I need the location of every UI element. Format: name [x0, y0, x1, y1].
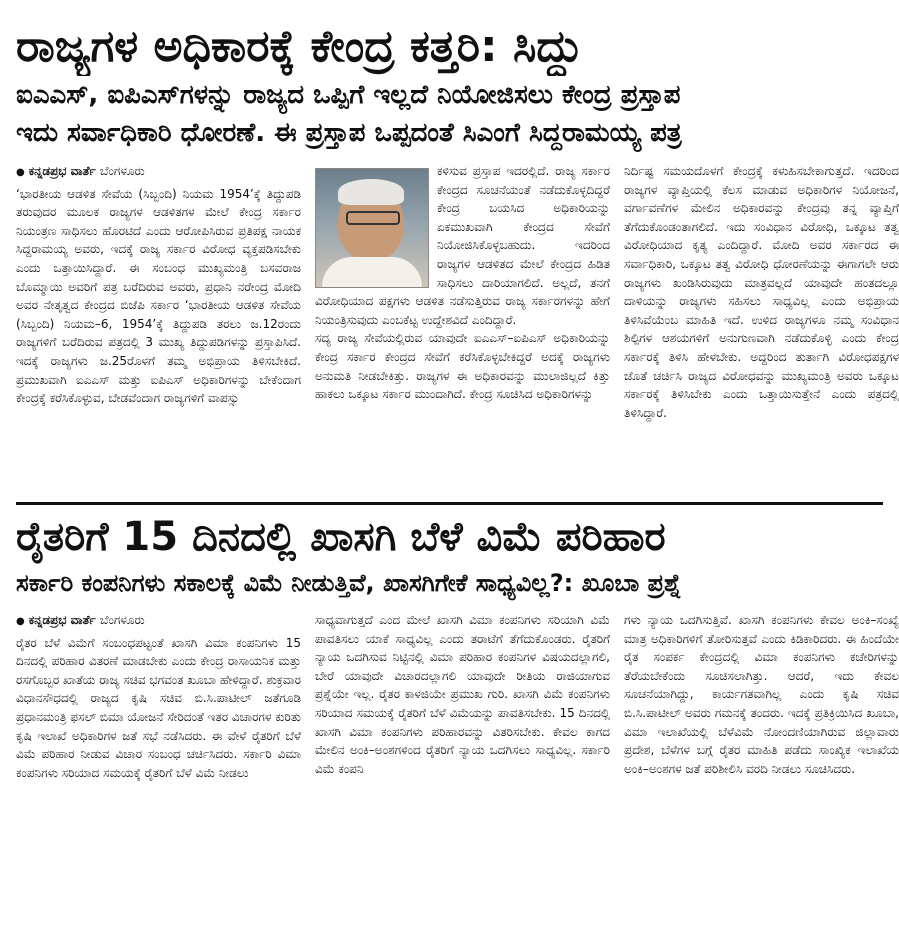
section-divider — [16, 502, 883, 505]
story2-column-1 — [16, 611, 301, 861]
story2-body-col1: ರೈತರ ಬೆಳೆ ವಿಮೆಗೆ ಸಂಬಂಧಪಟ್ಟಂತೆ ಖಾಸಗಿ ವಿಮಾ ಕಂಪನಿಗಳು 15 ದಿನದಲ್ಲಿ ಪರಿಹಾರ ವಿತರಣೆ ಮಾಡಬೇಕು ಎಂದು ಕೇಂದ್ರ ರಾಸಾಯನಿಕ ಮತ್ತು ರಸಗೊಬ್ಬರ ಖಾತೆಯ ರಾಜ್ಯ ಸಚಿವ ಭಗವಂತ ಖೂಬಾ ಹೇಳಿದ್ದಾರೆ. ಶುಕ್ರವಾರ ವಿಧಾನಸೌಧದಲ್ಲಿ ರಾಜ್ಯದ ಕೃಷಿ ಸಚಿವ ಬಿ.ಸಿ.ಪಾಟೀಲ್ ಜತೆಗೂಡಿ ಪ್ರಧಾನಮಂತ್ರಿ ಫಸಲ್ ಬಿಮಾ ಯೋಜನೆ ಸೇರಿದಂತೆ ಇತರ ವಿಚಾರಗಳ ಕುರಿತು ಕೃಷಿ ಇಲಾಖೆ ಅಧಿಕಾರಿಗಳ ಜತೆ ಸಭೆ ನಡೆಸಿದರು. ಈ ವೇಳೆ ರೈತರಿಗೆ ಬೆಳೆ ವಿಮೆ ಪರಿಹಾರ ನೀಡುವ ವಿಚಾರ ಸಂಬಂಧ ಚರ್ಚಿಸಿದರು. ಸರ್ಕಾರಿ ವಿಮಾ ಕಂಪನಿಗಳು ಸರಿಯಾದ ಸಮಯಕ್ಕೆ ರೈತರಿಗೆ ಬೆಳೆ ವಿಮೆ ನೀಡಲು — [16, 635, 301, 780]
story1-column-3 — [624, 162, 899, 492]
story2-column-2 — [315, 611, 610, 861]
story1-byline — [16, 162, 301, 183]
story2-body-col2: ಸಾಧ್ಯವಾಗುತ್ತದೆ ಎಂದ ಮೇಲೆ ಖಾಸಗಿ ವಿಮಾ ಕಂಪನಿಗಳು ಸರಿಯಾಗಿ ವಿಮೆ ಪಾವತಿಸಲು ಯಾಕೆ ಸಾಧ್ಯವಿಲ್ಲ ಎಂದು ತರಾಟೆಗೆ ತೆಗೆದುಕೊಂಡರು. ರೈತರಿಗೆ ನ್ಯಾಯ ಒದಗಿಸುವ ನಿಟ್ಟಿನಲ್ಲಿ ವಿಮಾ ಪರಿಹಾರ ಕಂಪನಿಗಳ ವಿಷಯದಲ್ಲಾಗಲಿ, ಬೇರೆ ಯಾವುದೇ ವಿಚಾರದಲ್ಲಾಗಲಿ ಯಾವುದೇ ರೀತಿಯ ರಾಜಿಯಾಗುವ ಪ್ರಶ್ನೆಯೇ ಇಲ್ಲ. ರೈತರ ಕಾಳಜಿಯೇ ಪ್ರಮುಖ ಗುರಿ. ಖಾಸಗಿ ವಿಮೆ ಕಂಪನಿಗಳು ಸರಿಯಾದ ಸಮಯಕ್ಕೆ ರೈತರಿಗೆ ಬೆಳೆ ವಿಮೆಯನ್ನು ಪಾವತಿಸಬೇಕು. 15 ದಿನದಲ್ಲಿ ಖಾಸಗಿ ವಿಮಾ ಕಂಪನಿಗಳು ಪರಿಹಾರವನ್ನು ವಿತರಿಸಬೇಕು. ಕೇವಲ ಕಾಗದ ಮೇಲಿನ ಅಂಕಿ–ಅಂಶಗಳಿಂದ ರೈತರಿಗೆ ನ್ಯಾಯ ಒದಗಿಸಲು ಸಾಧ್ಯವಿಲ್ಲ. ಸರ್ಕಾರಿ ವಿಮೆ ಕಂಪನಿ — [315, 613, 610, 776]
story1-column-2 — [315, 162, 610, 492]
story1-byline-source: ಕನ್ನಡಪ್ರಭ ವಾರ್ತೆ — [28, 164, 96, 178]
story2-byline-source: ಕನ್ನಡಪ್ರಭ ವಾರ್ತೆ — [28, 613, 96, 627]
story1-body-col1: ‘ಭಾರತೀಯ ಆಡಳಿತ ಸೇವೆಯ (ಸಿಬ್ಬಂದಿ) ನಿಯಮ 1954’ಕ್ಕೆ ತಿದ್ದುಪಡಿ ತರುವುದರ ಮೂಲಕ ರಾಜ್ಯಗಳ ಆಡಳಿತಗಳ ಮೇಲೆ ಕೇಂದ್ರ ಸರ್ಕಾರ ನಿಯಂತ್ರಣ ಸಾಧಿಸಲು ಹೊರಟಿದೆ ಎಂದು ಆರೋಪಿಸಿರುವ ಪ್ರತಿಪಕ್ಷ ನಾಯಕ ಸಿದ್ದರಾಮಯ್ಯ ಅವರು, ಇದಕ್ಕೆ ರಾಜ್ಯ ಸರ್ಕಾರ ವಿರೋಧ ವ್ಯಕ್ತಪಡಿಸಬೇಕು ಎಂದು ಒತ್ತಾಯಿಸಿದ್ದಾರೆ. ಈ ಸಂಬಂಧ ಮುಖ್ಯಮಂತ್ರಿ ಬಸವರಾಜ ಬೊಮ್ಮಾಯಿ ಅವರಿಗೆ ಪತ್ರ ಬರೆದಿರುವ ಅವರು, ಪ್ರಧಾನಿ ನರೇಂದ್ರ ಮೋದಿ ಅವರ ನೇತೃತ್ವದ ಕೇಂದ್ರದ ಬಿಜೆಪಿ ಸರ್ಕಾರ ‘ಭಾರತೀಯ ಆಡಳಿತ ಸೇವೆಯ (ಸಿಬ್ಬಂದಿ) ನಿಯಮ–6, 1954’ಕ್ಕೆ ತಿದ್ದುಪಡಿ ತರಲು ಜ.12ರಂದು ರಾಜ್ಯಗಳಿಗೆ ಬರೆದಿರುವ ಪತ್ರದಲ್ಲಿ 3 ಮುಖ್ಯ ತಿದ್ದುಪಡಿಗಳನ್ನು ಪ್ರಸ್ತಾಪಿಸಿದೆ. ಇದಕ್ಕೆ ರಾಜ್ಯಗಳು ಜ.25ರೊಳಗೆ ತಮ್ಮ ಅಭಿಪ್ರಾಯ ತಿಳಿಸಬೇಕಿದೆ. ಪ್ರಮುಖವಾಗಿ ಐಎಎಸ್ ಮತ್ತು ಐಪಿಎಸ್ ಅಧಿಕಾರಿಗಳನ್ನು ಬೇಕೆಂದಾಗ ಕೇಂದ್ರಕ್ಕೆ ಕರೆಸಿಕೊಳ್ಳುವ, ಬೇಡವೆಂದಾಗ ರಾಜ್ಯಗಳಿಗೆ ವಾಪಸ್ಸು — [16, 186, 301, 406]
story2-byline-place: ಬೆಂಗಳೂರು — [99, 613, 145, 627]
story1-byline-place: ಬೆಂಗಳೂರು — [99, 164, 145, 178]
story1-subhead-1: ಐಎಎಸ್, ಐಪಿಎಸ್‌ಗಳನ್ನು ರಾಜ್ಯದ ಒಪ್ಪಿಗೆ ಇಲ್ಲದೆ ನಿಯೋಜಿಸಲು ಕೇಂದ್ರ ಪ್ರಸ್ತಾಪ — [16, 80, 681, 110]
bullet-icon: ● — [16, 616, 25, 627]
story2-byline — [16, 611, 301, 632]
newspaper-page — [0, 18, 899, 925]
story1-columns — [16, 162, 899, 492]
story1-body-col2b: ಸದ್ಯ ರಾಜ್ಯ ಸೇವೆಯಲ್ಲಿರುವ ಯಾವುದೇ ಐಎಎಸ್–ಐಪಿಎಸ್ ಅಧಿಕಾರಿಯನ್ನು ಕೇಂದ್ರ ಸರ್ಕಾರ ಕೇಂದ್ರದ ಸೇವೆಗೆ ಕರೆಸಿಕೊಳ್ಳಬೇಕಿದ್ದರೆ ಅದಕ್ಕೆ ರಾಜ್ಯಗಳು ಅನುಮತಿ ನೀಡಬೇಕಿತ್ತು. ರಾಜ್ಯಗಳ ಈ ಅಧಿಕಾರವನ್ನು ಮುಲಾಜಿಲ್ಲದೆ ಕಿತ್ತು ಹಾಕಲು ಒಕ್ಕೂಟ ಸರ್ಕಾರ ಮುಂದಾಗಿದೆ. ಕೇಂದ್ರ ಸೂಚಿಸಿದ ಅಧಿಕಾರಿಗಳನ್ನು — [315, 331, 610, 402]
bullet-icon: ● — [16, 167, 25, 178]
story2-body-col3: ಗಳು ನ್ಯಾಯ ಒದಗಿಸುತ್ತಿವೆ. ಖಾಸಗಿ ಕಂಪನಿಗಳು ಕೇವಲ ಅಂಕಿ–ಸಂಖ್ಯೆ ಮಾತ್ರ ಅಧಿಕಾರಿಗಳಿಗೆ ತೋರಿಸುತ್ತವೆ ಎಂದು ಕಿಡಿಕಾರಿದರು. ಈ ಹಿಂದೆಯೇ ರೈತ ಸಂಪರ್ಕ ಕೇಂದ್ರದಲ್ಲಿ ವಿಮಾ ಕಂಪನಿಗಳು ಕಚೇರಿಗಳನ್ನು ತೆರೆಯಬೇಕೆಂದು ಸೂಚಿಸಲಾಗಿತ್ತು. ಆದರೆ, ಇದು ಕೇವಲ ಸೂಚನೆಯಾಗಿದ್ದು, ಕಾರ್ಯಗತವಾಗಿಲ್ಲ ಎಂದು ಕೃಷಿ ಸಚಿವ ಬಿ.ಸಿ.ಪಾಟೀಲ್ ಅವರು ಗಮನಕ್ಕೆ ತಂದರು. ಇದಕ್ಕೆ ಪ್ರತಿಕ್ರಿಯಿಸಿದ ಖೂಬಾ, ವಿಮಾ ಇಲಾಖೆಯಲ್ಲಿ ಬೆಳೆವಿಮೆ ನೋಂದಣಿಯಾಗಿರುವ ಜಿಲ್ಲಾವಾರು ಪ್ರದೇಶ, ಬೆಳೆಗಳ ಬಗ್ಗೆ ರೈತರ ಮಾಹಿತಿ ಪಡೆದು ಸಾಂಖ್ಯಿಕ ಇಲಾಖೆಯ ಅಂಕಿ–ಅಂಶಗಳ ಜತೆ ಪರಿಶೀಲಿಸಿ ವರದಿ ನೀಡಲು ಸೂಚಿಸಿದರು. — [624, 613, 899, 776]
story1-headline: ರಾಜ್ಯಗಳ ಅಧಿಕಾರಕ್ಕೆ ಕೇಂದ್ರ ಕತ್ತರಿ: ಸಿದ್ದು — [16, 21, 583, 72]
story1-subhead-2: ಇದು ಸರ್ವಾಧಿಕಾರಿ ಧೋರಣೆ. ಈ ಪ್ರಸ್ತಾಪ ಒಪ್ಪದಂತೆ ಸಿಎಂಗೆ ಸಿದ್ದರಾಮಯ್ಯ ಪತ್ರ — [16, 118, 682, 148]
story2-column-3 — [624, 611, 899, 861]
story2-subhead: ಸರ್ಕಾರಿ ಕಂಪನಿಗಳು ಸಕಾಲಕ್ಕೆ ವಿಮೆ ನೀಡುತ್ತಿವೆ, ಖಾಸಗಿಗೇಕೆ ಸಾಧ್ಯವಿಲ್ಲ?: ಖೂಬಾ ಪ್ರಶ್ನೆ — [16, 569, 682, 597]
story2-headline: ರೈತರಿಗೆ 15 ದಿನದಲ್ಲಿ ಖಾಸಗಿ ಬೆಳೆ ವಿಮೆ ಪರಿಹಾರ — [16, 514, 666, 560]
story2-columns — [16, 611, 899, 861]
story1-column-1 — [16, 162, 301, 492]
story1-body-col2a: ಕಳಿಸುವ ಪ್ರಸ್ತಾಪ ಇದರಲ್ಲಿದೆ. ರಾಜ್ಯ ಸರ್ಕಾರ ಕೇಂದ್ರದ ಸೂಚನೆಯಂತೆ ನಡೆದುಕೊಳ್ಳದಿದ್ದರೆ ಕೇಂದ್ರ ಬಯಸಿದ ಅಧಿಕಾರಿಯನ್ನು ಏಕಮುಖವಾಗಿ ಕೇಂದ್ರದ ಸೇವೆಗೆ ನಿಯೋಜಿಸಿಕೊಳ್ಳಬಹುದು. ಇದರಿಂದ ರಾಜ್ಯಗಳ ಆಡಳಿತದ ಮೇಲೆ ಕೇಂದ್ರದ ಹಿಡಿತ ಸಾಧಿಸಲು ದಾರಿಯಾಗಲಿದೆ. ಅಲ್ಲದೆ, ತನಗೆ ವಿರೋಧಿಯಾದ ಪಕ್ಷಗಳು ಆಡಳಿತ ನಡೆಸುತ್ತಿರುವ ರಾಜ್ಯ ಸರ್ಕಾರಗಳನ್ನು ಹೇಗೆ ನಿಯಂತ್ರಿಸುವುದು ಎಂಬಕೆಟ್ಟ ಉದ್ದೇಶವಿದೆ ಎಂದಿದ್ದಾರೆ. — [315, 164, 610, 327]
siddaramaiah-photo — [315, 168, 429, 288]
story1-body-col3: ನಿರ್ದಿಷ್ಟ ಸಮಯದೊಳಗೆ ಕೇಂದ್ರಕ್ಕೆ ಕಳುಹಿಸಬೇಕಾಗುತ್ತದೆ. ಇದರಿಂದ ರಾಜ್ಯಗಳ ವ್ಯಾಪ್ತಿಯಲ್ಲಿ ಕೆಲಸ ಮಾಡುವ ಅಧಿಕಾರಿಗಳ ನಿಯೋಜನೆ, ವರ್ಗಾವಣೆಗಳ ಮೇಲಿನ ಅಧಿಕಾರವನ್ನು ಕೇಂದ್ರವು ತನ್ನ ವ್ಯಾಪ್ತಿಗೆ ತೆಗೆದುಕೊಂಡಂತಾಗಲಿದೆ. ಇದು ಸಂವಿಧಾನ ವಿರೋಧಿ, ಒಕ್ಕೂಟ ತತ್ವ ವಿರೋಧಿಯಾದ ಕೃತ್ಯ ಎಂದಿದ್ದಾರೆ. ಮೋದಿ ಅವರ ಸರ್ಕಾರದ ಈ ಸರ್ವಾಧಿಕಾರಿ, ಒಕ್ಕೂಟ ತತ್ವ ವಿರೋಧಿ ಧೋರಣೆಯನ್ನು ಈಗಾಗಲೇ ಆರು ರಾಜ್ಯಗಳು ಖಂಡಿಸಿರುವುದು ಮಾತ್ರವಲ್ಲದೆ ಯಾವುದೇ ಹಂತದಲ್ಲೂ ದಾಳಿಯನ್ನು ರಾಜ್ಯಗಳು ಸಹಿಸಲು ಸಾಧ್ಯವಿಲ್ಲ ಎಂದು ಅಭಿಪ್ರಾಯ ತಿಳಿಸಿವೆಯೆಂಬ ಮಾಹಿತಿ ಇದೆ. ಉಳಿದ ರಾಜ್ಯಗಳೂ ನಮ್ಮ ಸಂವಿಧಾನ ಶಿಲ್ಪಿಗಳ ಆಶಯಗಳಿಗೆ ಅನುಗುಣವಾಗಿ ನಡೆದುಕೊಳ್ಳಿ ಎಂದು ಕೇಂದ್ರ ಸರ್ಕಾರಕ್ಕೆ ತಿಳಿಸಿ ಹೇಳಬೇಕು. ಅದ್ದರಿಂದ ತುರ್ತಾಗಿ ವಿರೋಧಪಕ್ಷಗಳ ಜೊತೆ ಚರ್ಚಿಸಿ ರಾಜ್ಯದ ವಿರೋಧವನ್ನು ಮುಖ್ಯಮಂತ್ರಿ ಅವರು ಒಕ್ಕೂಟ ಸರ್ಕಾರಕ್ಕೆ ತಿಳಿಸಿಬೇಕು ಎಂದು ಒತ್ತಾಯಿಸುತ್ತೇನೆ ಎಂದು ಪತ್ರದಲ್ಲಿ ತಿಳಿಸಿದ್ದಾರೆ. — [624, 164, 899, 420]
